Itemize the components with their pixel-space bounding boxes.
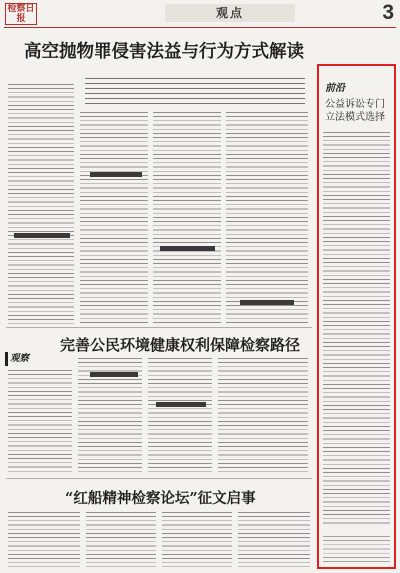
article-body-column — [148, 358, 212, 472]
sidebar-article-highlight — [317, 64, 396, 569]
article-body-column — [8, 84, 74, 324]
sidebar-body-text — [323, 132, 390, 527]
article-subheading — [240, 300, 294, 305]
article-body-column — [8, 370, 72, 472]
page-section-label: 观点 — [165, 4, 295, 22]
article-headline: 完善公民环境健康权利保障检察路径 — [60, 336, 301, 354]
masthead — [0, 0, 400, 28]
article-body-column — [226, 112, 308, 324]
header-rule — [4, 27, 396, 28]
article-subheading — [160, 246, 215, 251]
article-body-column — [80, 112, 148, 324]
sidebar-footer-text — [323, 536, 390, 564]
notice-body — [8, 512, 313, 569]
notice-text-column — [238, 512, 310, 567]
sidebar-title-line-1: 公益诉讼专门 — [325, 99, 385, 110]
section-divider — [6, 478, 312, 479]
sidebar-column-label — [325, 79, 345, 94]
article-subheading — [90, 372, 138, 377]
sidebar-column-label-text: 前沿 — [325, 83, 345, 94]
article-body-column — [153, 112, 221, 324]
notice-text-column — [8, 512, 80, 567]
article-subheading — [156, 402, 206, 407]
section-divider — [6, 327, 312, 328]
article-headline: 高空抛物罪侵害法益与行为方式解读 — [24, 42, 304, 62]
page-number: 3 — [382, 1, 394, 24]
article-lead-text — [85, 78, 305, 108]
article-body-column — [218, 358, 308, 472]
notice-text-column — [86, 512, 156, 567]
article-headline: “红船精神检察论坛”征文启事 — [65, 490, 256, 507]
article-subheading — [14, 233, 70, 238]
article-subheading — [90, 172, 142, 177]
newspaper-logo: 检察日报 — [5, 3, 37, 25]
notice-text-column — [162, 512, 232, 567]
column-label: 观察 — [5, 352, 44, 366]
sidebar-title-line-2: 立法模式选择 — [325, 112, 385, 123]
